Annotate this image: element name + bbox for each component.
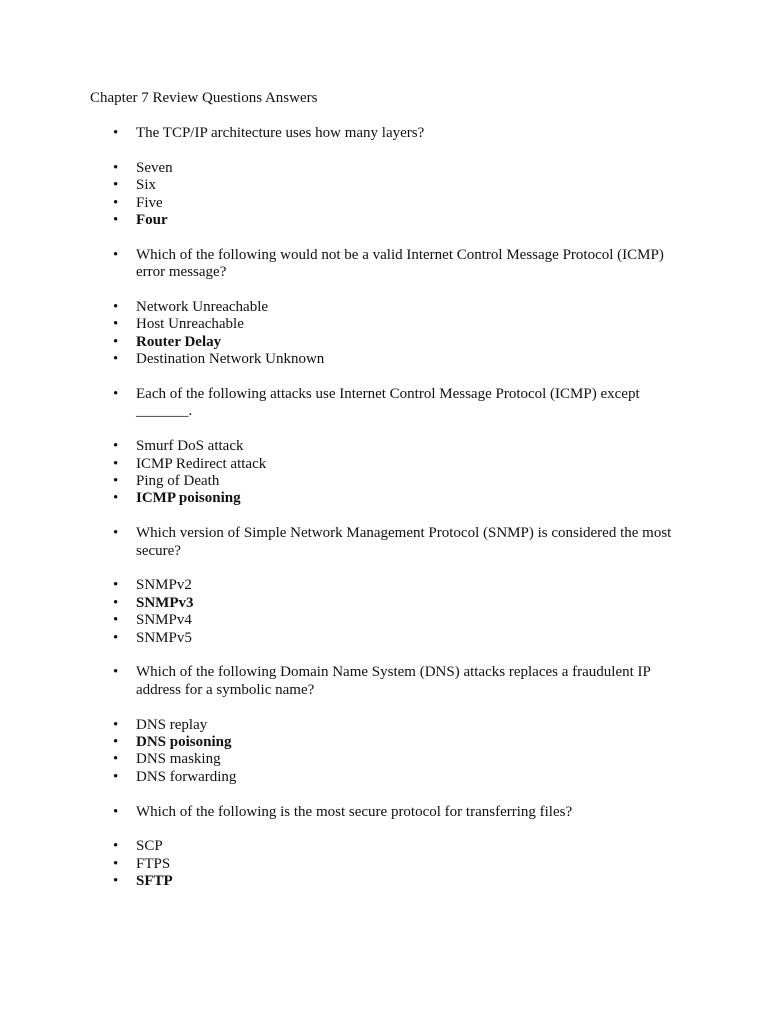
bullet-marker: • <box>113 838 119 855</box>
bullet-marker: • <box>113 734 119 751</box>
bullet-marker: • <box>113 438 119 455</box>
answer-text: ICMP poisoning <box>136 490 241 507</box>
bullet-marker: • <box>113 333 119 350</box>
answer-text: Six <box>136 177 157 194</box>
bullet-marker: • <box>113 664 119 681</box>
answer-option <box>0 856 768 873</box>
answer-option <box>0 438 768 455</box>
answer-option <box>0 177 768 194</box>
question-item <box>0 804 768 821</box>
bullet-marker: • <box>113 246 119 263</box>
bullet-marker: • <box>113 473 119 490</box>
answer-text: SNMPv5 <box>136 629 192 646</box>
answer-text: DNS forwarding <box>136 768 237 785</box>
answer-option <box>0 351 768 368</box>
answer-option <box>0 769 768 786</box>
question-item <box>0 525 768 560</box>
answer-text: Host Unreachable <box>136 316 244 333</box>
bullet-marker: • <box>113 768 119 785</box>
question-text: Which version of Simple Network Management Protocol (SNMP) is considered the most secure? <box>136 525 672 559</box>
question-item <box>0 386 768 421</box>
bullet-marker: • <box>113 577 119 594</box>
bullet-marker: • <box>113 212 119 229</box>
answer-text: SCP <box>136 838 163 855</box>
bullet-marker: • <box>113 594 119 611</box>
bullet-marker: • <box>113 490 119 507</box>
bullet-marker: • <box>113 873 119 890</box>
answer-text: SNMPv3 <box>136 594 194 611</box>
correct-answer-option <box>0 334 768 351</box>
correct-answer-option <box>0 873 768 890</box>
bullet-marker: • <box>113 159 119 176</box>
answer-option <box>0 838 768 855</box>
bullet-marker: • <box>113 386 119 403</box>
bullet-marker: • <box>113 612 119 629</box>
document-title: Chapter 7 Review Questions Answers <box>90 90 318 106</box>
answer-text: Router Delay <box>136 333 222 350</box>
question-item <box>0 247 768 282</box>
correct-answer-option <box>0 595 768 612</box>
bullet-marker: • <box>113 125 119 141</box>
question-text: Each of the following attacks use Internet Control Message Protocol (ICMP) except _______. <box>136 386 640 420</box>
answer-text: SNMPv4 <box>136 612 192 629</box>
question-item <box>0 664 768 699</box>
question-text: Which of the following is the most secure protocol for transferring files? <box>136 803 573 820</box>
answer-text: Seven <box>136 159 173 176</box>
bullet-marker: • <box>113 316 119 333</box>
answer-text: DNS replay <box>136 716 208 733</box>
bullet-marker: • <box>113 629 119 646</box>
answer-text: Destination Network Unknown <box>136 351 325 368</box>
answer-option <box>0 630 768 647</box>
answer-option <box>0 160 768 177</box>
answer-option <box>0 195 768 212</box>
answer-option <box>0 612 768 629</box>
answer-text: SNMPv2 <box>136 577 192 594</box>
answer-option <box>0 751 768 768</box>
correct-answer-option <box>0 212 768 229</box>
correct-answer-option <box>0 734 768 751</box>
answer-text: SFTP <box>136 873 173 890</box>
bullet-marker: • <box>113 177 119 194</box>
answer-options <box>0 299 768 369</box>
question-text: The TCP/IP architecture uses how many layers? <box>136 125 425 141</box>
bullet-marker: • <box>113 194 119 211</box>
question-list <box>0 125 768 908</box>
bullet-marker: • <box>113 299 119 316</box>
bullet-marker: • <box>113 751 119 768</box>
bullet-marker: • <box>113 716 119 733</box>
answer-options <box>0 438 768 508</box>
correct-answer-option <box>0 490 768 507</box>
answer-text: Smurf DoS attack <box>136 438 244 455</box>
answer-text: DNS masking <box>136 751 221 768</box>
answer-text: Network Unreachable <box>136 299 269 316</box>
bullet-marker: • <box>113 351 119 368</box>
answer-option <box>0 473 768 490</box>
answer-options <box>0 160 768 230</box>
answer-options <box>0 838 768 890</box>
answer-text: Four <box>136 212 168 229</box>
answer-text: DNS poisoning <box>136 734 232 751</box>
bullet-marker: • <box>113 525 119 542</box>
answer-text: Ping of Death <box>136 473 220 490</box>
question-item <box>0 125 768 142</box>
answer-option <box>0 299 768 316</box>
answer-option <box>0 456 768 473</box>
answer-option <box>0 577 768 594</box>
bullet-marker: • <box>113 803 119 820</box>
answer-option <box>0 316 768 333</box>
answer-text: Five <box>136 194 163 211</box>
answer-text: ICMP Redirect attack <box>136 455 267 472</box>
answer-text: FTPS <box>136 855 171 872</box>
answer-options <box>0 577 768 647</box>
bullet-marker: • <box>113 855 119 872</box>
question-text: Which of the following Domain Name System (DNS) attacks replaces a fraudulent IP address for a symbolic name? <box>136 664 651 698</box>
answer-option <box>0 717 768 734</box>
answer-options <box>0 717 768 787</box>
question-text: Which of the following would not be a valid Internet Control Message Protocol (ICMP) error message? <box>136 246 664 281</box>
bullet-marker: • <box>113 455 119 472</box>
